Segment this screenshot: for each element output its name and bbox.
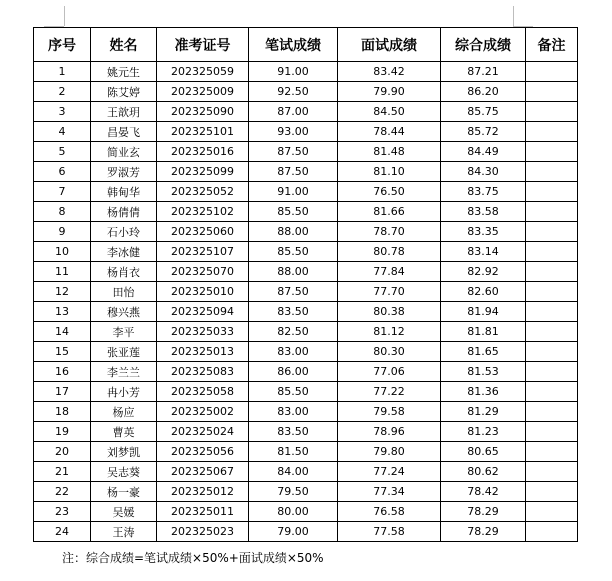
table-row <box>34 282 578 302</box>
cell-name: 冉小芳 <box>91 382 157 402</box>
cell-remark <box>526 422 578 442</box>
header-remark: 备注 <box>526 28 578 62</box>
cell-seq: 16 <box>34 362 91 382</box>
table-row <box>34 182 578 202</box>
cell-remark <box>526 382 578 402</box>
cell-exam-id: 202325090 <box>157 102 249 122</box>
cell-total-score: 81.81 <box>441 322 526 342</box>
cell-written-score: 86.00 <box>249 362 338 382</box>
cell-total-score: 78.29 <box>441 502 526 522</box>
cell-seq: 23 <box>34 502 91 522</box>
cell-written-score: 87.50 <box>249 282 338 302</box>
cell-interview-score: 76.50 <box>338 182 441 202</box>
cell-interview-score: 77.84 <box>338 262 441 282</box>
cell-seq: 10 <box>34 242 91 262</box>
cell-exam-id: 202325012 <box>157 482 249 502</box>
cell-interview-score: 77.34 <box>338 482 441 502</box>
cell-total-score: 82.60 <box>441 282 526 302</box>
cell-written-score: 83.50 <box>249 422 338 442</box>
cell-exam-id: 202325016 <box>157 142 249 162</box>
formula-note: 注：综合成绩=笔试成绩×50%+面试成绩×50% <box>62 551 324 565</box>
cell-name: 吴志葵 <box>91 462 157 482</box>
cell-exam-id: 202325101 <box>157 122 249 142</box>
cell-name: 姚元生 <box>91 62 157 82</box>
cell-name: 王歆玥 <box>91 102 157 122</box>
cell-written-score: 82.50 <box>249 322 338 342</box>
cell-total-score: 87.21 <box>441 62 526 82</box>
cell-total-score: 83.35 <box>441 222 526 242</box>
cell-seq: 12 <box>34 282 91 302</box>
table-row <box>34 262 578 282</box>
cell-total-score: 83.58 <box>441 202 526 222</box>
table-header <box>34 28 578 62</box>
cell-exam-id: 202325107 <box>157 242 249 262</box>
cell-name: 王涛 <box>91 522 157 542</box>
cell-total-score: 83.75 <box>441 182 526 202</box>
cell-interview-score: 81.10 <box>338 162 441 182</box>
cell-seq: 19 <box>34 422 91 442</box>
cell-seq: 1 <box>34 62 91 82</box>
table-row <box>34 402 578 422</box>
cell-interview-score: 77.70 <box>338 282 441 302</box>
cell-remark <box>526 162 578 182</box>
cell-total-score: 81.36 <box>441 382 526 402</box>
cell-interview-score: 79.90 <box>338 82 441 102</box>
cell-interview-score: 76.58 <box>338 502 441 522</box>
table-row <box>34 242 578 262</box>
margin-mark-top-left-vertical <box>64 6 65 26</box>
header-total-score: 综合成绩 <box>441 28 526 62</box>
cell-interview-score: 77.22 <box>338 382 441 402</box>
cell-name: 张亚莲 <box>91 342 157 362</box>
header-seq: 序号 <box>34 28 91 62</box>
cell-interview-score: 80.38 <box>338 302 441 322</box>
score-table <box>33 27 578 542</box>
table-row <box>34 122 578 142</box>
cell-total-score: 81.29 <box>441 402 526 422</box>
cell-remark <box>526 142 578 162</box>
cell-seq: 22 <box>34 482 91 502</box>
cell-exam-id: 202325023 <box>157 522 249 542</box>
cell-interview-score: 77.06 <box>338 362 441 382</box>
cell-exam-id: 202325059 <box>157 62 249 82</box>
cell-name: 吴媛 <box>91 502 157 522</box>
cell-written-score: 80.00 <box>249 502 338 522</box>
cell-written-score: 87.00 <box>249 102 338 122</box>
cell-exam-id: 202325058 <box>157 382 249 402</box>
table-row <box>34 462 578 482</box>
cell-total-score: 83.14 <box>441 242 526 262</box>
cell-written-score: 83.50 <box>249 302 338 322</box>
cell-name: 杨倩倩 <box>91 202 157 222</box>
cell-remark <box>526 242 578 262</box>
cell-name: 刘梦凯 <box>91 442 157 462</box>
cell-total-score: 81.94 <box>441 302 526 322</box>
cell-exam-id: 202325033 <box>157 322 249 342</box>
cell-exam-id: 202325083 <box>157 362 249 382</box>
cell-name: 李冰健 <box>91 242 157 262</box>
cell-name: 石小玲 <box>91 222 157 242</box>
cell-name: 简业玄 <box>91 142 157 162</box>
table-body <box>34 62 578 542</box>
cell-exam-id: 202325024 <box>157 422 249 442</box>
cell-written-score: 85.50 <box>249 242 338 262</box>
cell-exam-id: 202325102 <box>157 202 249 222</box>
cell-seq: 5 <box>34 142 91 162</box>
cell-name: 罗淑芳 <box>91 162 157 182</box>
cell-total-score: 85.72 <box>441 122 526 142</box>
cell-written-score: 83.00 <box>249 402 338 422</box>
cell-seq: 8 <box>34 202 91 222</box>
cell-written-score: 93.00 <box>249 122 338 142</box>
cell-written-score: 79.50 <box>249 482 338 502</box>
cell-interview-score: 81.12 <box>338 322 441 342</box>
cell-interview-score: 80.30 <box>338 342 441 362</box>
header-name: 姓名 <box>91 28 157 62</box>
table-row <box>34 222 578 242</box>
cell-written-score: 88.00 <box>249 222 338 242</box>
cell-name: 杨肖衣 <box>91 262 157 282</box>
cell-remark <box>526 342 578 362</box>
table-row <box>34 202 578 222</box>
cell-remark <box>526 362 578 382</box>
cell-remark <box>526 62 578 82</box>
cell-interview-score: 83.42 <box>338 62 441 82</box>
header-exam-id: 准考证号 <box>157 28 249 62</box>
cell-seq: 14 <box>34 322 91 342</box>
cell-interview-score: 80.78 <box>338 242 441 262</box>
header-row <box>34 28 578 62</box>
cell-exam-id: 202325052 <box>157 182 249 202</box>
cell-remark <box>526 102 578 122</box>
cell-remark <box>526 282 578 302</box>
cell-written-score: 81.50 <box>249 442 338 462</box>
cell-remark <box>526 402 578 422</box>
cell-exam-id: 202325094 <box>157 302 249 322</box>
cell-written-score: 91.00 <box>249 182 338 202</box>
cell-total-score: 78.42 <box>441 482 526 502</box>
cell-written-score: 87.50 <box>249 142 338 162</box>
cell-total-score: 81.53 <box>441 362 526 382</box>
cell-written-score: 84.00 <box>249 462 338 482</box>
cell-name: 田怡 <box>91 282 157 302</box>
cell-interview-score: 79.80 <box>338 442 441 462</box>
cell-exam-id: 202325011 <box>157 502 249 522</box>
cell-remark <box>526 182 578 202</box>
header-written-score: 笔试成绩 <box>249 28 338 62</box>
cell-total-score: 80.62 <box>441 462 526 482</box>
cell-remark <box>526 442 578 462</box>
cell-interview-score: 81.66 <box>338 202 441 222</box>
cell-remark <box>526 322 578 342</box>
cell-written-score: 91.00 <box>249 62 338 82</box>
cell-remark <box>526 302 578 322</box>
cell-written-score: 92.50 <box>249 82 338 102</box>
table-row <box>34 362 578 382</box>
cell-interview-score: 78.96 <box>338 422 441 442</box>
cell-remark <box>526 502 578 522</box>
cell-written-score: 87.50 <box>249 162 338 182</box>
cell-interview-score: 78.70 <box>338 222 441 242</box>
cell-exam-id: 202325002 <box>157 402 249 422</box>
cell-interview-score: 81.48 <box>338 142 441 162</box>
cell-exam-id: 202325070 <box>157 262 249 282</box>
cell-total-score: 84.49 <box>441 142 526 162</box>
cell-name: 韩甸华 <box>91 182 157 202</box>
cell-seq: 18 <box>34 402 91 422</box>
cell-interview-score: 77.24 <box>338 462 441 482</box>
cell-exam-id: 202325099 <box>157 162 249 182</box>
cell-total-score: 86.20 <box>441 82 526 102</box>
table-row <box>34 162 578 182</box>
table-row <box>34 302 578 322</box>
table-row <box>34 142 578 162</box>
cell-remark <box>526 82 578 102</box>
cell-name: 杨一豪 <box>91 482 157 502</box>
cell-written-score: 88.00 <box>249 262 338 282</box>
table-row <box>34 502 578 522</box>
cell-name: 杨应 <box>91 402 157 422</box>
cell-total-score: 81.23 <box>441 422 526 442</box>
cell-remark <box>526 222 578 242</box>
cell-name: 昌晏飞 <box>91 122 157 142</box>
cell-name: 穆兴燕 <box>91 302 157 322</box>
cell-seq: 7 <box>34 182 91 202</box>
cell-seq: 17 <box>34 382 91 402</box>
cell-written-score: 85.50 <box>249 202 338 222</box>
cell-seq: 15 <box>34 342 91 362</box>
cell-seq: 4 <box>34 122 91 142</box>
cell-exam-id: 202325060 <box>157 222 249 242</box>
cell-seq: 9 <box>34 222 91 242</box>
cell-name: 李平 <box>91 322 157 342</box>
table-row <box>34 342 578 362</box>
table-row <box>34 482 578 502</box>
cell-exam-id: 202325067 <box>157 462 249 482</box>
header-interview-score: 面试成绩 <box>338 28 441 62</box>
table-row <box>34 522 578 542</box>
cell-written-score: 83.00 <box>249 342 338 362</box>
margin-mark-top-right-vertical <box>513 6 514 26</box>
cell-total-score: 82.92 <box>441 262 526 282</box>
cell-seq: 11 <box>34 262 91 282</box>
cell-written-score: 79.00 <box>249 522 338 542</box>
table-row <box>34 382 578 402</box>
cell-name: 陈艾婷 <box>91 82 157 102</box>
cell-remark <box>526 482 578 502</box>
cell-seq: 13 <box>34 302 91 322</box>
table-row <box>34 102 578 122</box>
cell-total-score: 81.65 <box>441 342 526 362</box>
cell-seq: 21 <box>34 462 91 482</box>
cell-seq: 6 <box>34 162 91 182</box>
table-row <box>34 82 578 102</box>
cell-name: 曹英 <box>91 422 157 442</box>
cell-exam-id: 202325009 <box>157 82 249 102</box>
cell-total-score: 85.75 <box>441 102 526 122</box>
cell-written-score: 85.50 <box>249 382 338 402</box>
table-row <box>34 62 578 82</box>
cell-exam-id: 202325013 <box>157 342 249 362</box>
cell-remark <box>526 202 578 222</box>
table-row <box>34 322 578 342</box>
table-row <box>34 422 578 442</box>
cell-total-score: 80.65 <box>441 442 526 462</box>
cell-exam-id: 202325056 <box>157 442 249 462</box>
cell-seq: 24 <box>34 522 91 542</box>
cell-total-score: 78.29 <box>441 522 526 542</box>
cell-remark <box>526 462 578 482</box>
cell-remark <box>526 262 578 282</box>
cell-name: 李兰兰 <box>91 362 157 382</box>
cell-seq: 20 <box>34 442 91 462</box>
cell-interview-score: 78.44 <box>338 122 441 142</box>
cell-interview-score: 84.50 <box>338 102 441 122</box>
cell-remark <box>526 122 578 142</box>
cell-interview-score: 77.58 <box>338 522 441 542</box>
cell-seq: 3 <box>34 102 91 122</box>
table-row <box>34 442 578 462</box>
cell-seq: 2 <box>34 82 91 102</box>
cell-interview-score: 79.58 <box>338 402 441 422</box>
cell-remark <box>526 522 578 542</box>
cell-total-score: 84.30 <box>441 162 526 182</box>
cell-exam-id: 202325010 <box>157 282 249 302</box>
